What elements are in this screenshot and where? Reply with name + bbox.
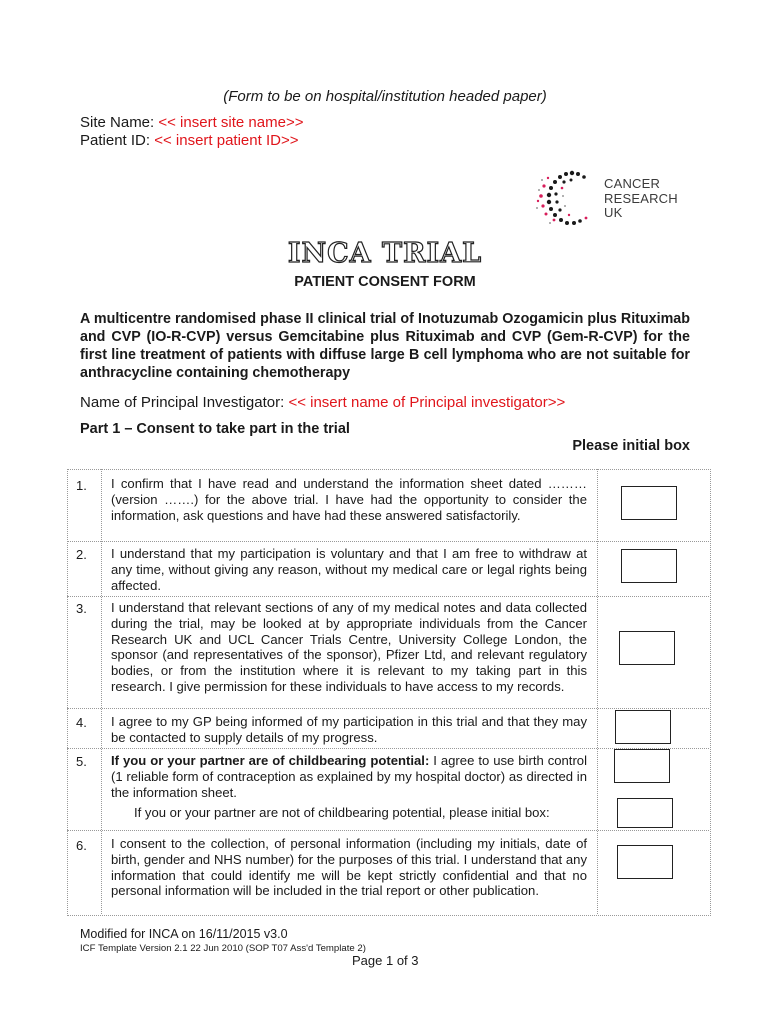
initial-box-4[interactable] [615,710,671,744]
part1-heading: Part 1 – Consent to take part in the trial [80,421,350,437]
consent-item-text: I understand that my participation is voluntary and that I am free to withdraw at any time, without giving any reason, without my medical care or legal rights being affected. [111,546,587,593]
table-divider [597,469,598,914]
initial-box-6[interactable] [617,845,673,879]
site-name-field [80,114,303,131]
logo-line-cancer: CANCER [604,176,661,191]
consent-item-text [111,753,587,800]
principal-investigator-label: Name of Principal Investigator: [80,394,289,411]
logo-line-uk: UK [604,205,623,220]
logo-dots-icon [536,168,602,228]
table-divider [67,541,709,542]
table-divider [67,708,709,709]
item-number: 1. [76,478,87,493]
logo-line-research: RESEARCH [604,190,678,206]
template-version: ICF Template Version 2.1 22 Jun 2010 (SOP T07 Ass'd Template 2) [80,943,366,954]
item-number: 6. [76,838,87,853]
modified-note: Modified for INCA on 16/11/2015 v3.0 [80,927,288,941]
not-childbearing-text: If you or your partner are not of childbearing potential, please initial box: [134,805,550,820]
trial-title: INCA TRIAL [287,238,483,269]
initial-box-5[interactable] [614,749,670,783]
childbearing-text: I agree to use birth control (1 reliable form of contraception as explained by my hospital doctor) as directed in the information sheet. [111,753,587,800]
initial-box-5b[interactable] [617,798,673,828]
patient-id-placeholder: << insert patient ID>> [154,132,299,149]
consent-item-text: I understand that relevant sections of any of my medical notes and data collected during the trial, may be looked at by appropriate individuals from the Cancer Research UK and UCL Cancer Trials Centre, University College London, the sponsor (and representatives of the sponsor), Pfizer Ltd, and relevant regulatory bodies, or from the institution where it is relevant to my taking part in this research. I give permission for these individuals to have access to my records. [111,600,587,694]
item-number: 3. [76,601,87,616]
site-name-placeholder: << insert site name>> [158,114,304,131]
study-title: A multicentre randomised phase II clinical trial of Inotuzumab Ozogamicin plus Rituximab and CVP (IO-R-CVP) versus Gemcitabine plus Rituximab and CVP (Gem-R-CVP) for the first line treatment of patients with diffuse large B cell lymphoma who are not suitable for anthracycline containing chemotherapy [80,311,690,381]
initial-box-1[interactable] [621,486,677,520]
consent-item-text: I consent to the collection, of personal information (including my initials, date of birth, gender and NHS number) for the purposes of this trial. I understand that any information that could identify me will be kept strictly confidential and that no personal information will be included in the trial report or other publication. [111,836,587,899]
table-divider [101,469,102,914]
table-divider [67,596,709,597]
please-initial-box-label: Please initial box [572,438,690,454]
site-name-label: Site Name: [80,114,159,131]
item-number: 4. [76,715,87,730]
patient-id-field [80,132,298,149]
table-divider [67,830,709,831]
principal-investigator-field [80,394,565,411]
principal-investigator-placeholder: << insert name of Principal investigator>> [288,394,566,411]
initial-box-2[interactable] [621,549,677,583]
cancer-research-uk-logo [536,168,696,228]
childbearing-heading: If you or your partner are of childbearing potential: [111,753,430,768]
headed-paper-note: (Form to be on hospital/institution headed paper) [223,88,547,105]
consent-item-text: I agree to my GP being informed of my participation in this trial and that they may be contacted to supply details of my progress. [111,714,587,745]
consent-item-text: I confirm that I have read and understand the information sheet dated ……… (version …….) for the above trial. I have had the opportunity to consider the information, ask questions and have had these answered satisfactorily. [111,476,587,523]
item-number: 2. [76,547,87,562]
table-divider [67,748,709,749]
patient-id-label: Patient ID: [80,132,155,149]
item-number: 5. [76,754,87,769]
consent-form-title: PATIENT CONSENT FORM [294,274,476,290]
page-number: Page 1 of 3 [352,953,419,968]
logo-wordmark [604,177,678,221]
initial-box-3[interactable] [619,631,675,665]
